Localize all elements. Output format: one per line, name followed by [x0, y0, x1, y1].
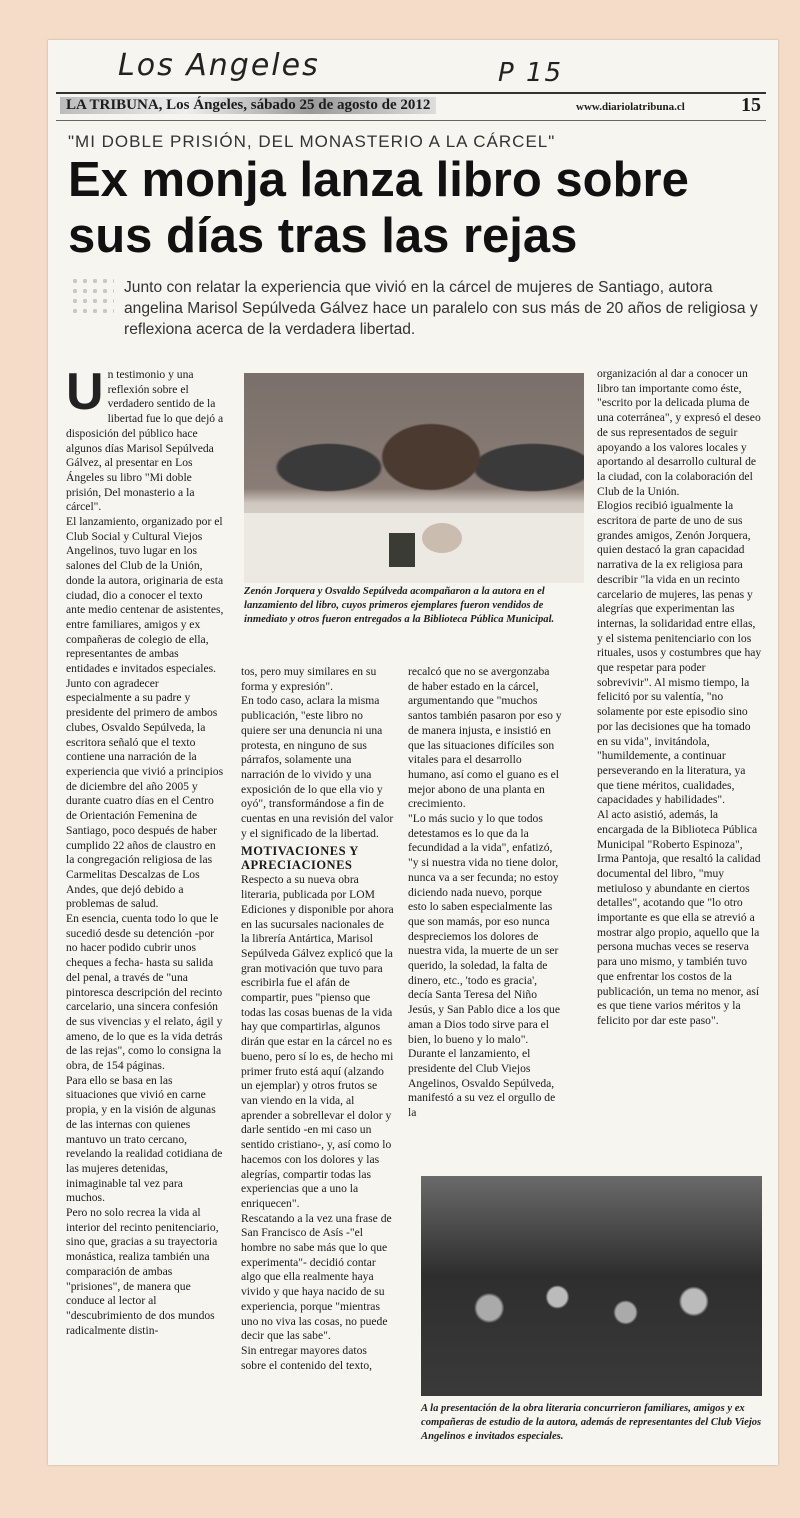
- photo-caption-1: Zenón Jorquera y Osvaldo Sepúlveda acompañaron a la autora en el lanzamiento del libro, cuyos primeros ejemplares fueron vendidos de inmediato y otros fueron entregados a la Biblioteca Pública Municipal.: [244, 586, 555, 625]
- drop-cap: U: [66, 363, 104, 421]
- photo-book: [389, 533, 415, 567]
- headline: Ex monja lanza libro sobre sus días tras las rejas: [68, 153, 689, 263]
- paragraph: Sin entregar mayores datos sobre el contenido del texto,: [241, 1343, 373, 1372]
- photo-book-launch: [244, 373, 584, 583]
- handwritten-note-page: P 15: [498, 58, 564, 88]
- paragraph: En esencia, cuenta todo lo que le sucedió desde su detención -por no hacer podido cubrir unos cheques a fecha- hasta su salida del penal, a través de "una pintoresca descripción del recinto carcelario, una sincera confesión de sus vivencias y el relato, ágil y ameno, de lo que es la vida detrás de las rejas", como lo consigna la obra, de 154 páginas.: [66, 912, 223, 1073]
- newspaper-page: [48, 40, 778, 1465]
- dateline: LA TRIBUNA, Los Ángeles, sábado 25 de agosto de 2012: [60, 97, 436, 114]
- photo-flowers: [422, 523, 462, 553]
- column-2: [241, 665, 394, 1373]
- handwritten-note-city: Los Angeles: [118, 48, 320, 83]
- kicker: "MI DOBLE PRISIÓN, DEL MONASTERIO A LA CÁRCEL": [68, 132, 556, 151]
- paragraph: Pero no solo recrea la vida al interior del recinto penitenciario, sino que, gracias a su trayectoria monástica, realiza también una comparación de ambas "prisiones", de manera que conduce al lector al "descubrimiento de dos mundos radicalmente distin-: [66, 1206, 219, 1337]
- paragraph: Al acto asistió, además, la encargada de la Biblioteca Pública Municipal "Roberto Espinoza", Irma Pantoja, que resaltó la calidad documental del libro, "muy metiuloso y abundante en ciertos detalles", acotando que "lo otro importante es que ella se atrevió a mostrar algo propio, aquello que la persona muchas veces se reserva para uno mismo, y también tuvo que enfrentar los costos de la publicación, un tema no menor, así es que tiene varios méritos y la felicito por dar este paso".: [597, 808, 761, 1027]
- lead-ornament: [70, 276, 114, 316]
- paragraph: organización al dar a conocer un libro tan importante como éste, "escrito por la delicada pluma de una coterránea", y expresó el deseo de sus representados de seguir apoyando a los valores locales y aportando al desarrollo cultural de la ciudad, con la colaboración del Club de la Unión.: [597, 367, 761, 498]
- paragraph: Elogios recibió igualmente la escritora de parte de uno de sus grandes amigos, Zenón Jorquera, quien destacó la gran capacidad narrativa de la ex religiosa para describir "la vida en un recinto carcelario de mujeres, las penas y alegrías que experimentan las internas, la solidaridad entre ellas, y el sistema penitenciario con los rituales, usos y costumbres que hay que respetar para poder sobrevivir". Al mismo tiempo, la felicitó por su valentía, "no solamente por este episodio sino por las decisiones que ha tomado en su vida", invitándola, "humildemente, a continuar perseverando en la literatura, ya que tiene méritos, cualidades, capacidades y habilidades".: [597, 499, 762, 807]
- column-4: [597, 367, 762, 1029]
- paragraph: Rescatando a la vez una frase de San Francisco de Asís -"el hombre no sabe más que lo que experimenta"- decidió contar algo que ella realmente haya vivido y que haya nacido de su experiencia, porque "mientras uno no viva las cosas, no puede decir que las sabe".: [241, 1211, 392, 1343]
- lead-paragraph: Junto con relatar la experiencia que vivió en la cárcel de mujeres de Santiago, autora angelina Marisol Sepúlveda Gálvez hace un paralelo con sus más de 20 años de religiosa y reflexiona acerca de la verdadera libertad.: [124, 279, 758, 338]
- paragraph: Para ello se basa en las situaciones que vivió en carne propia, y en la visión de algunas de las internas con quienes mantuvo un trato cercano, revelando la realidad cotidiana de las mujeres detenidas, inimaginable tal vez para muchos.: [66, 1073, 223, 1205]
- photo-caption-2: A la presentación de la obra literaria concurrieron familiares, amigos y ex compañeras de estudio de la autora, además de representantes del Club Viejos Angelinos e invitados especiales.: [421, 1403, 762, 1442]
- paragraph: Respecto a su nueva obra literaria, publicada por LOM Ediciones y disponible por ahora en las sucursales nacionales de la librería Antártica, Marisol Sepúlveda Gálvez explicó que la gran motivación que tuvo para escribirla fue el afán de compartir, pues "pienso que todas las cosas buenas de la vida hay que compartirlas, algunos dirán que estar en la cárcel no es bueno, pero sí lo es, de hecho mi primer fruto está aquí (alzando un ejemplar) y otros frutos se van viendo en la vida, al aprender a sobrellevar el dolor y darle sentido -en mi caso un sentido cristiano-, y, así como lo hacemos con los dolores y las alegrías, compartir todas las experiencias que a uno la enriquecen".: [241, 873, 394, 1210]
- photo-audience: [421, 1176, 762, 1396]
- column-1: [66, 363, 224, 1338]
- subheading: MOTIVACIONES Y APRECIACIONES: [241, 844, 359, 873]
- masthead: [56, 92, 766, 121]
- website-url: www.diariolatribuna.cl: [576, 101, 685, 113]
- paragraph: n testimonio y una reflexión sobre el verdadero sentido de la libertad fue lo que dejó a disposición del público hace algunos días Marisol Sepúlveda Gálvez, al presentar en Los Ángeles su libro "Mi doble prisión, Del monasterio a la cárcel".: [66, 368, 224, 514]
- page-number: 15: [741, 94, 761, 116]
- column-3: [408, 665, 563, 1121]
- paragraph: El lanzamiento, organizado por el Club Social y Cultural Viejos Angelinos, tuvo lugar en los salones del Club de la Unión, donde la autora, originaria de esta ciudad, dio a conocer el texto ante medio centenar de asistentes, entre familiares, amigos y ex compañeras de colegio de ella, representantes de ambas entidades e invitados especiales.: [66, 515, 224, 676]
- paragraph: "Lo más sucio y lo que todos detestamos es lo que da la fecundidad a la vida", enfatizó, "y si nuestra vida no tiene dolor, nunca va a ser fecunda; no estoy diciendo nada nuevo, porque esto lo saben especialmente las que son mamás, por eso nunca despreciemos los dolores de nuestra vida, la muerte de un ser querido, la soledad, la falta de dinero, etc., 'todo es gracia', decía Santa Teresa del Niño Jesús, y San Pablo dice a los que aman a Dios todo sirve para el bien, lo bueno y lo malo". Durante el lanzamiento, el presidente del Club Viejos Angelinos, Osvaldo Sepúlveda, manifestó a su vez el orgullo de la: [408, 812, 560, 1120]
- paragraph: tos, pero muy similares en su forma y expresión".: [241, 665, 377, 693]
- paragraph: En todo caso, aclara la misma publicación, "este libro no quiere ser una denuncia ni una protesta, en ninguno de sus párrafos, solamente una narración de lo vivido y una exposición de lo que ella vio y oyó", transformándose a fin de cuentas en una revisión del valor y el significado de la libertad.: [241, 694, 394, 840]
- paragraph: Junto con agradecer especialmente a su padre y presidente del primero de ambos clubes, Osvaldo Sepúlveda, la escritora señaló que el texto contiene una narración de la experiencia que vivió a principios de diciembre del año 2005 y durante cuatro días en el Centro de Orientación Femenina de Santiago, poco después de haber cumplido 22 años de claustro en la congregación religiosa de las Carmelitas Descalzas de Los Andes, que dejó debido a problemas de salud.: [66, 676, 224, 911]
- paragraph: recalcó que no se avergonzaba de haber estado en la cárcel, argumentando que "muchos santos también pasaron por eso y de manera injusta, e insistió en que las situaciones difíciles son vitales para el desarrollo humano, así como el guano es el mejor abono de una planta en crecimiento.: [408, 665, 562, 811]
